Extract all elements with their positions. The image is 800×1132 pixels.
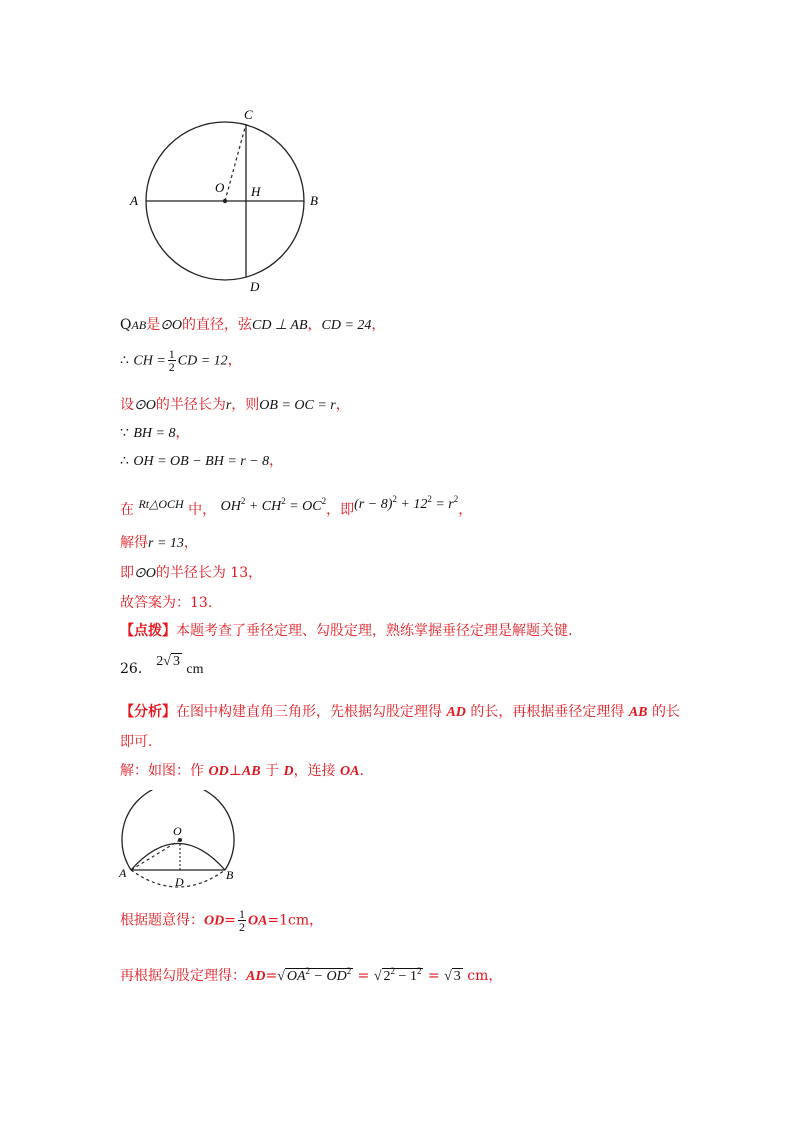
sol26-l2-den: 2 [238,920,245,934]
line7-r13: r = 13 [148,536,184,551]
solution-26-line-2 [120,908,323,933]
sol26-text-d: . [359,763,364,779]
center-point [223,199,227,203]
sol26-l3-text-b: cm， [462,968,503,984]
line6-sup4: 2 [392,494,397,504]
line10-text: 本题考查了垂径定理、勾股定理，熟练掌握垂径定理是解题关键. [176,623,573,639]
sol26-perp: ⊥ [228,763,242,779]
analysis-line-1 [120,703,680,722]
line10-tag: 【点拨】 [120,623,176,639]
line3-r: r [225,398,232,413]
sol26-ab: AB [241,764,261,779]
sol26-oa: OA [340,764,360,779]
line8-circ: ⊙O [134,566,156,581]
solution-line-6 [120,490,472,519]
line6-text-a: 在 [120,502,134,518]
sol26-l2-oa: OA [247,913,268,929]
line1-circ: ⊙O [160,318,182,333]
line6-eq-r: = r [431,497,454,512]
rad2-2: 2 [383,969,391,984]
figure-circle-chord [120,100,340,300]
line6-eq1 [220,496,327,514]
rad1-sup2: 2 [346,966,352,976]
solution-line-9 [120,594,212,612]
line3-text-d: ， [335,397,350,413]
fig2-label-a: A [119,866,127,880]
rad2-sup2: 2 [416,966,422,976]
line3-circ: ⊙O [134,398,156,413]
line6-oc: = OC [285,499,322,514]
problem-26-answer [120,652,204,679]
sqrt-2-1: √ $2^2 - 1^2$ [373,966,422,984]
line2-fraction-den: 2 [168,360,175,374]
sol26-l3-ad: AD [246,969,266,984]
rad2-sup1: 2 [390,966,396,976]
sol26-l3-eq3: = [423,968,445,984]
line5-text: ， [269,453,284,469]
line6-oh: OH [220,499,241,514]
sqrt-2-1-radicand [382,968,424,984]
solution-line-1 [120,316,385,335]
line7-text-a: 解得 [120,535,148,551]
line9-answer: 故答案为：13. [120,595,213,611]
line1-text-b: 的直径，弦 [182,317,252,333]
line6-sup6: 2 [453,494,459,504]
line1-cd: CD = 24 [321,318,372,333]
line1-ab: AB [131,318,147,332]
solution-line-8 [120,564,262,583]
solution-line-7 [120,534,198,553]
line3-text-a: 设 [120,397,134,413]
line6-plus12: + 12 [396,497,428,512]
sol26-l2-text-b: =1cm， [267,912,324,929]
line6-rt: Rt△OCH [138,497,184,511]
sqrt-oa-od-radicand [285,968,353,984]
sol26-l2-num: 1 [238,907,245,921]
line6-text-d: ， [458,502,473,518]
fig2-label-d: D [175,875,184,889]
analysis-ad: AD [446,705,466,720]
solution-line-4 [120,424,189,443]
sol26-l3-eq2: = [353,968,374,984]
sqrt-3: √ 3 [444,969,461,984]
sqrt-3-radicand: 3 [453,969,461,984]
line7-text-b: ， [183,535,198,551]
solution-line-10 [120,622,572,640]
line6-plus-ch: + CH [245,499,282,514]
sol26-text-a: 解：如图：作 [120,763,209,779]
inner-arc [131,844,225,871]
line6-sup1: 2 [240,496,246,506]
label-c: C [244,107,253,122]
sol26-l3-eq: = [265,968,278,984]
line4-text: ， [175,425,190,441]
sol26-l2-od: OD [204,913,225,929]
sol26-text-b: 于 [260,763,284,779]
analysis-ab: AB [628,705,648,720]
solution-line-3 [120,396,350,415]
sol26-od: OD [208,764,229,779]
fig2-label-b: B [226,868,234,882]
label-h: H [251,184,261,199]
line4-because: ∵ [120,425,129,441]
solution-line-2 [120,348,242,373]
line5-oh: OH = OB − BH = r − 8 [133,454,270,469]
sqrt-oa-od: √ $OA^2 - OD^2$ [277,966,352,984]
line6-sup2: 2 [281,496,286,506]
solution-26-line-1 [120,762,364,781]
line3-ob: OB = OC = r [259,398,336,413]
analysis-line-2 [120,733,152,751]
analysis-text-a: 在图中构建直角三角形，先根据勾股定理得 [176,704,447,720]
line3-text-b: 的半径长为 [155,397,226,413]
line5-therefore: ∴ [120,453,129,469]
line8-text-a: 即 [120,565,134,581]
line2-therefore: ∴ [120,352,129,369]
line6-text-c: ，即 [326,502,355,518]
rad1-sup1: 2 [305,966,311,976]
rad2-1: − 1 [395,969,417,984]
line2-ch: CH = [133,353,166,369]
fig2-label-o: O [173,824,182,838]
sol26-d: D [283,764,294,779]
line2-text: ， [227,352,242,369]
line2-cd12: CD = 12 [177,353,228,369]
sol26-text-c: ，连接 [293,763,341,779]
line6-sup3: 2 [321,496,327,506]
sol26-l3-text-a: 再根据勾股定理得： [120,968,246,984]
problem-26-radicand: 3 [172,654,180,669]
line4-bh: BH = 8 [133,426,176,441]
solution-26-line-3 [120,962,502,986]
line1-text-a: 是 [146,317,161,333]
label-a: A [130,193,138,208]
line2-fraction [168,348,176,373]
sol26-l2-eq: = [224,912,236,929]
line1-text-c: ， [307,317,322,333]
segment-oa-dashed [131,840,180,870]
line3-text-c: ，则 [231,397,260,413]
problem-26-sqrt: √ 3 [163,654,180,669]
problem-26-number: 26． [120,661,152,677]
radius-oc-dashed [225,124,246,201]
problem-26-unit: cm [186,662,204,677]
point-o [178,838,182,842]
line8-text-b: 的半径长为 13， [155,565,263,581]
problem-26-coef: 2 [156,654,164,669]
label-b: B [310,193,318,208]
rad1-oa: OA [286,969,306,984]
figure-circle-arc [115,790,250,890]
label-d: D [250,279,260,294]
solution-line-5 [120,452,283,471]
sol26-l2-text-a: 根据题意得： [120,912,204,929]
line6-eq2 [354,494,459,512]
rad1-od: − OD [310,969,347,984]
line1-text-d: ， [371,317,386,333]
line1-cd-perp: CD ⊥ AB [252,318,308,333]
line2-fraction-num: 1 [168,347,175,361]
label-o: O [215,180,225,195]
line6-sup5: 2 [427,494,432,504]
analysis-text-c: 的长 [647,704,680,720]
line1-mark: Q [120,317,132,333]
analysis-text-b: 的长，再根据垂径定理得 [465,704,629,720]
line6-text-b: 中， [188,502,217,518]
line6-r8: (r − 8) [354,497,393,512]
analysis-tag: 【分析】 [120,704,176,720]
analysis-text-end: 即可. [120,734,153,750]
sol26-l2-fraction [238,908,246,933]
